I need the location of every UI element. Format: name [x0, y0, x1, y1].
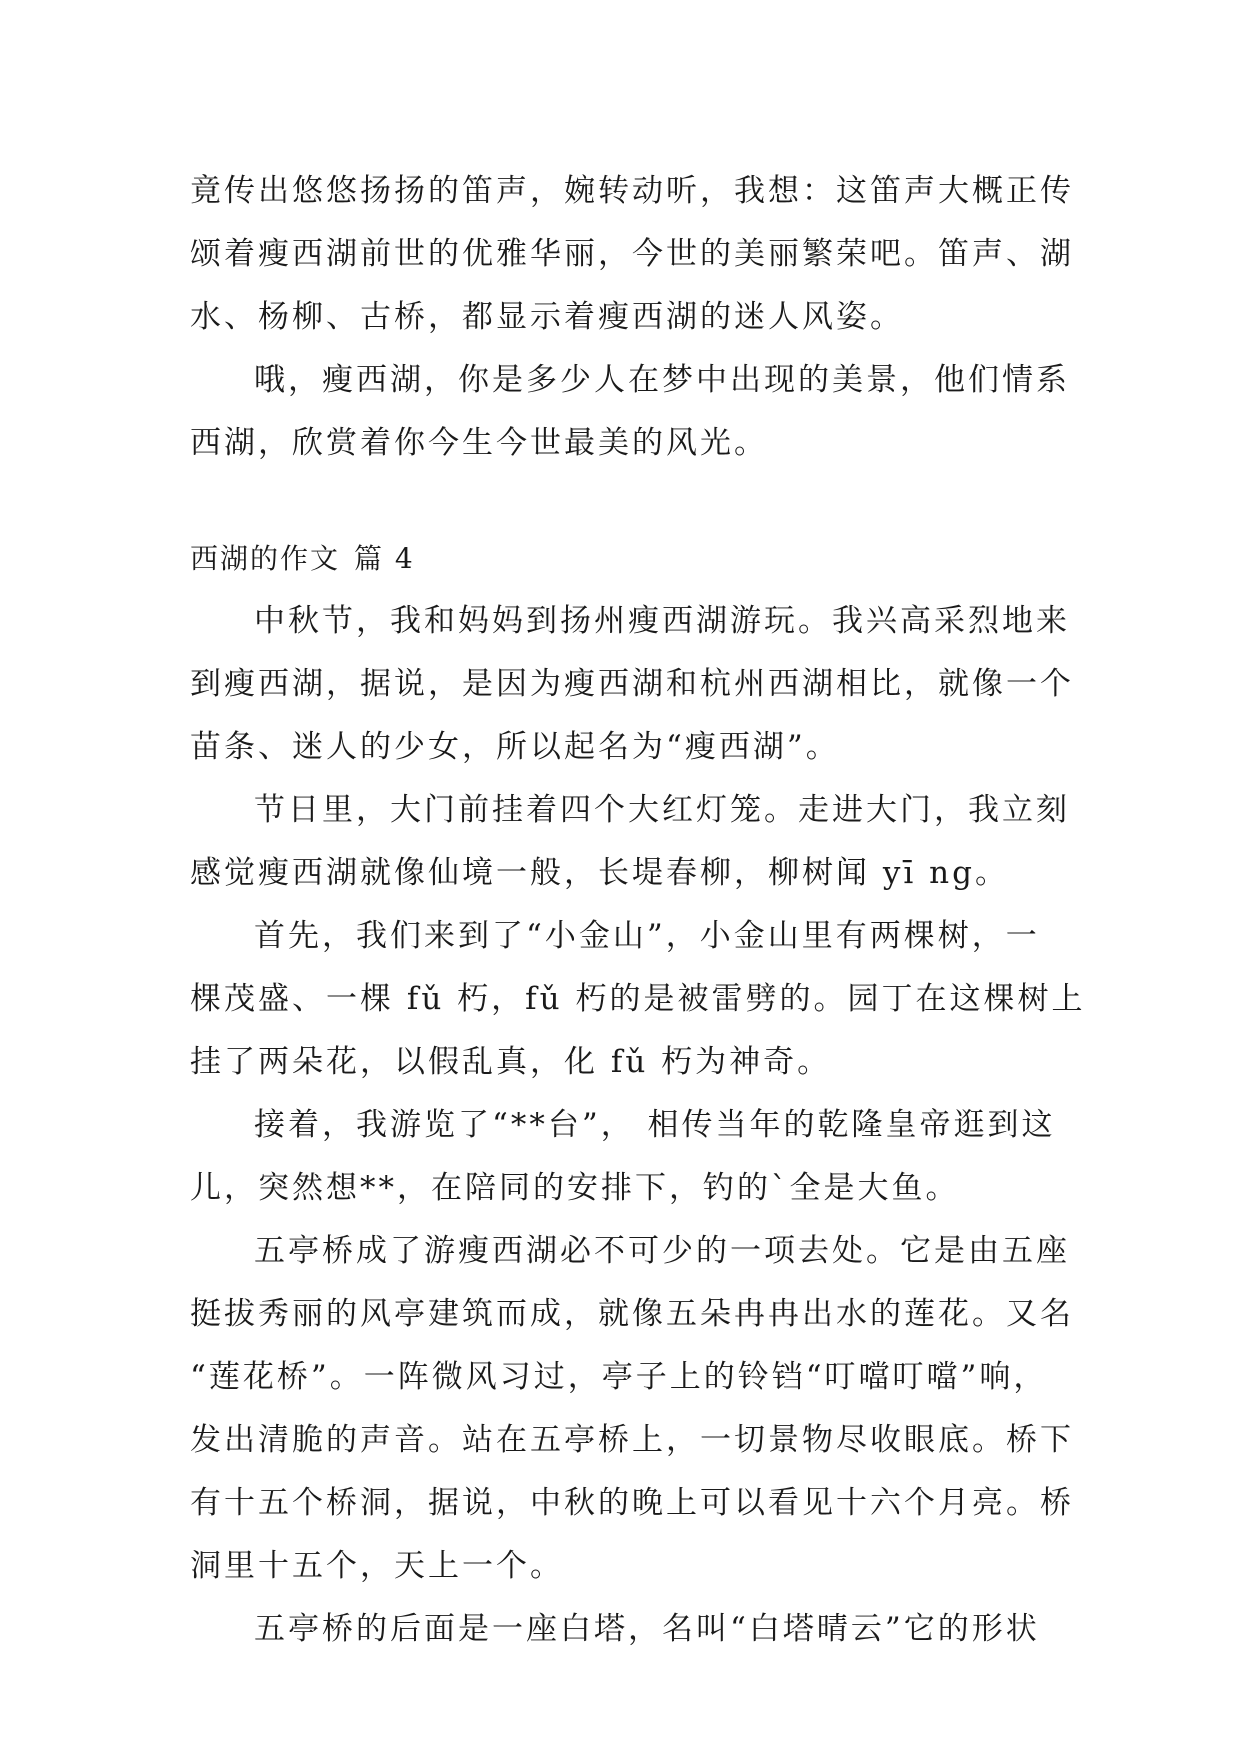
- section-number: 篇 4: [354, 542, 415, 575]
- paragraph-line: 挂了两朵花，以假乱真，化 fǔ 朽为神奇。: [190, 1044, 832, 1080]
- paragraph-line: 五亭桥的后面是一座白塔，名叫“白塔晴云”它的形状: [254, 1611, 1040, 1647]
- paragraph-line: 挺拔秀丽的风亭建筑而成，就像五朵冉冉出水的莲花。又名: [190, 1296, 1074, 1332]
- paragraph-3: [190, 905, 1086, 1094]
- paragraph-5: [190, 1220, 1074, 1598]
- paragraph-line: 竟传出悠悠扬扬的笛声，婉转动听，我想：这笛声大概正传: [190, 173, 1074, 209]
- closing-paragraph: [190, 349, 1070, 475]
- paragraph-line: 接着，我游览了“**台”， 相传当年的乾隆皇帝逛到这: [254, 1107, 1056, 1143]
- paragraph-2: [190, 779, 1070, 905]
- paragraph-line: 洞里十五个，天上一个。: [190, 1548, 564, 1584]
- paragraph-line: 棵茂盛、一棵 fǔ 朽，fǔ 朽的是被雷劈的。园丁在这棵树上: [190, 981, 1086, 1017]
- paragraph-line: 水、杨柳、古桥，都显示着瘦西湖的迷人风姿。: [190, 299, 904, 335]
- paragraph-line: 感觉瘦西湖就像仙境一般，长堤春柳，柳树闻 yī ng。: [190, 855, 1009, 891]
- paragraph-line: 西湖，欣赏着你今生今世最美的风光。: [190, 425, 768, 461]
- paragraph-line: 中秋节，我和妈妈到扬州瘦西湖游玩。我兴高采烈地来: [254, 603, 1070, 639]
- paragraph-line: 有十五个桥洞，据说，中秋的晚上可以看见十六个月亮。桥: [190, 1485, 1074, 1521]
- paragraph-line: 苗条、迷人的少女，所以起名为“瘦西湖”。: [190, 729, 840, 765]
- top-paragraph: [190, 160, 1074, 349]
- paragraph-1: [190, 590, 1074, 779]
- paragraph-4: [190, 1094, 1056, 1220]
- paragraph-line: 儿，突然想**，在陪同的安排下，钓的`全是大鱼。: [190, 1170, 960, 1206]
- section-title: 西湖的作文: [190, 542, 341, 575]
- paragraph-line: 到瘦西湖，据说，是因为瘦西湖和杭州西湖相比，就像一个: [190, 666, 1074, 702]
- paragraph-line: 五亭桥成了游瘦西湖必不可少的一项去处。它是由五座: [254, 1233, 1070, 1269]
- section-spacer: [190, 475, 1056, 527]
- paragraph-line: 哦，瘦西湖，你是多少人在梦中出现的美景，他们情系: [254, 362, 1070, 398]
- paragraph-line: 发出清脆的声音。站在五亭桥上，一切景物尽收眼底。桥下: [190, 1422, 1074, 1458]
- paragraph-6: [190, 1598, 1056, 1661]
- paragraph-line: 节日里，大门前挂着四个大红灯笼。走进大门，我立刻: [254, 792, 1070, 828]
- section-heading: [190, 527, 1056, 590]
- paragraph-line: 颂着瘦西湖前世的优雅华丽，今世的美丽繁荣吧。笛声、湖: [190, 236, 1074, 272]
- paragraph-line: “莲花桥”。一阵微风习过，亭子上的铃铛“叮噹叮噹”响，: [190, 1359, 1048, 1395]
- paragraph-line: 首先，我们来到了“小金山”，小金山里有两棵树，一: [254, 918, 1040, 954]
- document-body: [190, 160, 1086, 1661]
